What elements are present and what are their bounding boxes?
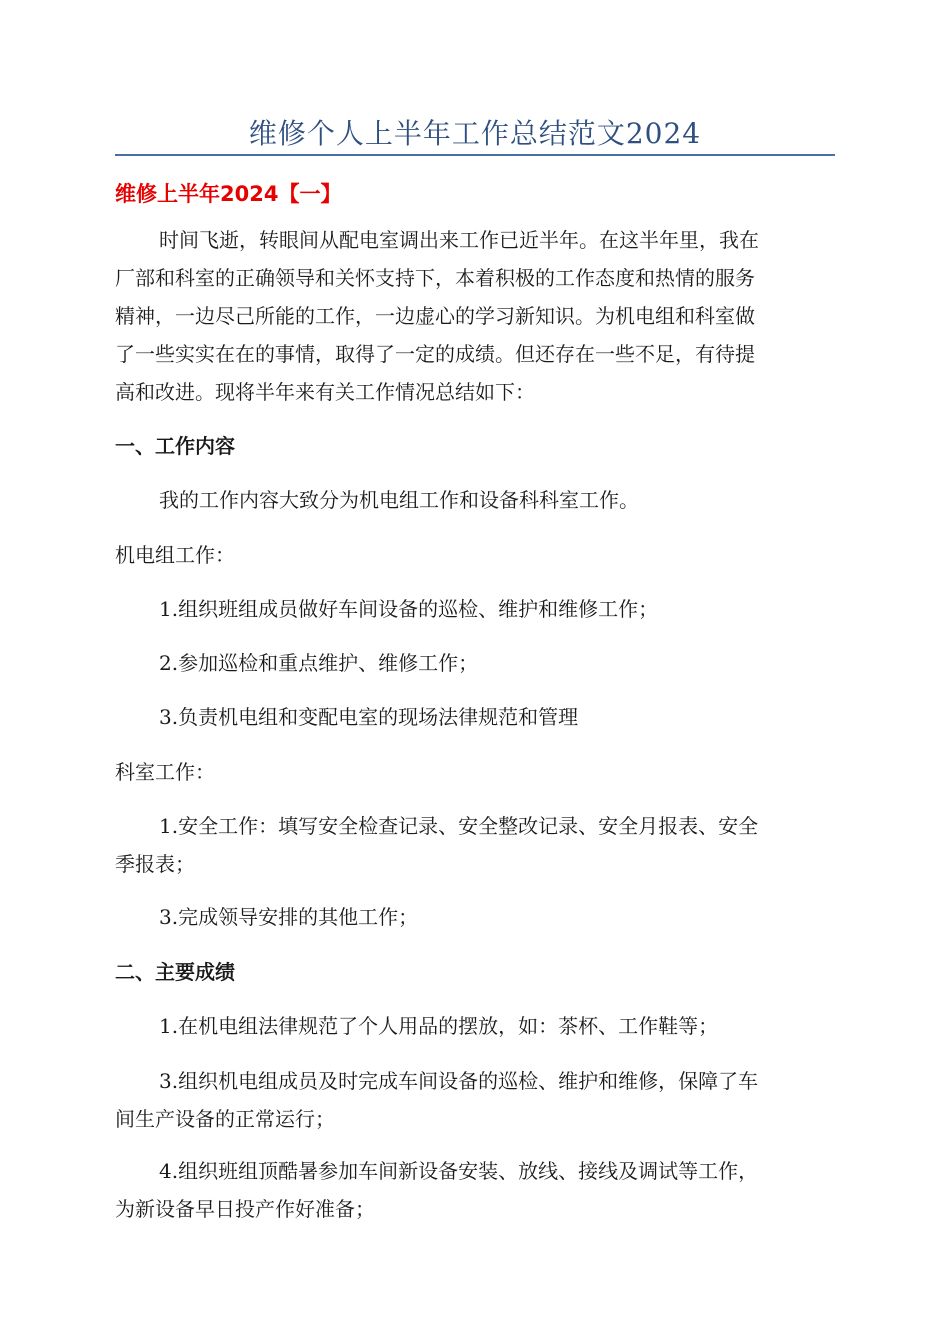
- group-work-label: [115, 536, 835, 574]
- list-item: 3.完成领导安排的其他工作；: [159, 905, 419, 929]
- paragraph-line: 厂部和科室的正确领导和关怀支持下，本着积极的工作态度和热情的服务: [115, 266, 755, 290]
- paragraph-line: 高和改进。现将半年来有关工作情况总结如下：: [115, 380, 535, 404]
- office-item-3: [115, 898, 835, 936]
- list-item: 季报表；: [115, 852, 195, 876]
- list-item: 间生产设备的正常运行；: [115, 1107, 335, 1131]
- paragraph-line: 我的工作内容大致分为机电组工作和设备科科室工作。: [159, 488, 639, 512]
- paragraph-line: 时间飞逝，转眼间从配电室调出来工作已近半年。在这半年里，我在: [159, 228, 759, 252]
- list-item: 2.参加巡检和重点维护、维修工作；: [159, 651, 479, 675]
- list-item: 1.安全工作：填写安全检查记录、安全整改记录、安全月报表、安全: [159, 814, 759, 838]
- list-item: 为新设备早日投产作好准备；: [115, 1197, 375, 1221]
- list-item: 3.负责机电组和变配电室的现场法律规范和管理: [159, 705, 579, 729]
- achievement-1: [115, 1007, 835, 1045]
- paragraph-line: 了一些实实在在的事情，取得了一定的成绩。但还存在一些不足，有待提: [115, 342, 755, 366]
- list-item: 1.组织班组成员做好车间设备的巡检、维护和维修工作；: [159, 597, 659, 621]
- section-title: 维修上半年2024【一】: [115, 182, 342, 206]
- title-underline: [115, 154, 835, 156]
- intro-paragraph: [115, 221, 835, 411]
- achievement-3: [115, 1062, 835, 1138]
- office-item-1: [115, 807, 835, 883]
- office-work-label: [115, 753, 835, 791]
- list-item: 1.在机电组法律规范了个人用品的摆放，如：茶杯、工作鞋等；: [159, 1014, 719, 1038]
- paragraph-line: 科室工作：: [115, 760, 215, 784]
- list-item: 4.组织班组顶酷暑参加车间新设备安装、放线、接线及调试等工作，: [159, 1159, 759, 1183]
- heading-work-content: 一、工作内容: [115, 434, 235, 458]
- group-item-1: [115, 590, 835, 628]
- work-summary: [115, 481, 835, 519]
- heading-achievements: 二、主要成绩: [115, 960, 235, 984]
- paragraph-line: 机电组工作：: [115, 543, 235, 567]
- achievement-4: [115, 1152, 835, 1228]
- group-item-2: [115, 644, 835, 682]
- list-item: 3.组织机电组成员及时完成车间设备的巡检、维护和维修，保障了车: [159, 1069, 759, 1093]
- document-title: 维修个人上半年工作总结范文2024: [248, 117, 702, 150]
- group-item-3: [115, 698, 835, 736]
- paragraph-line: 精神，一边尽己所能的工作，一边虚心的学习新知识。为机电组和科室做: [115, 304, 755, 328]
